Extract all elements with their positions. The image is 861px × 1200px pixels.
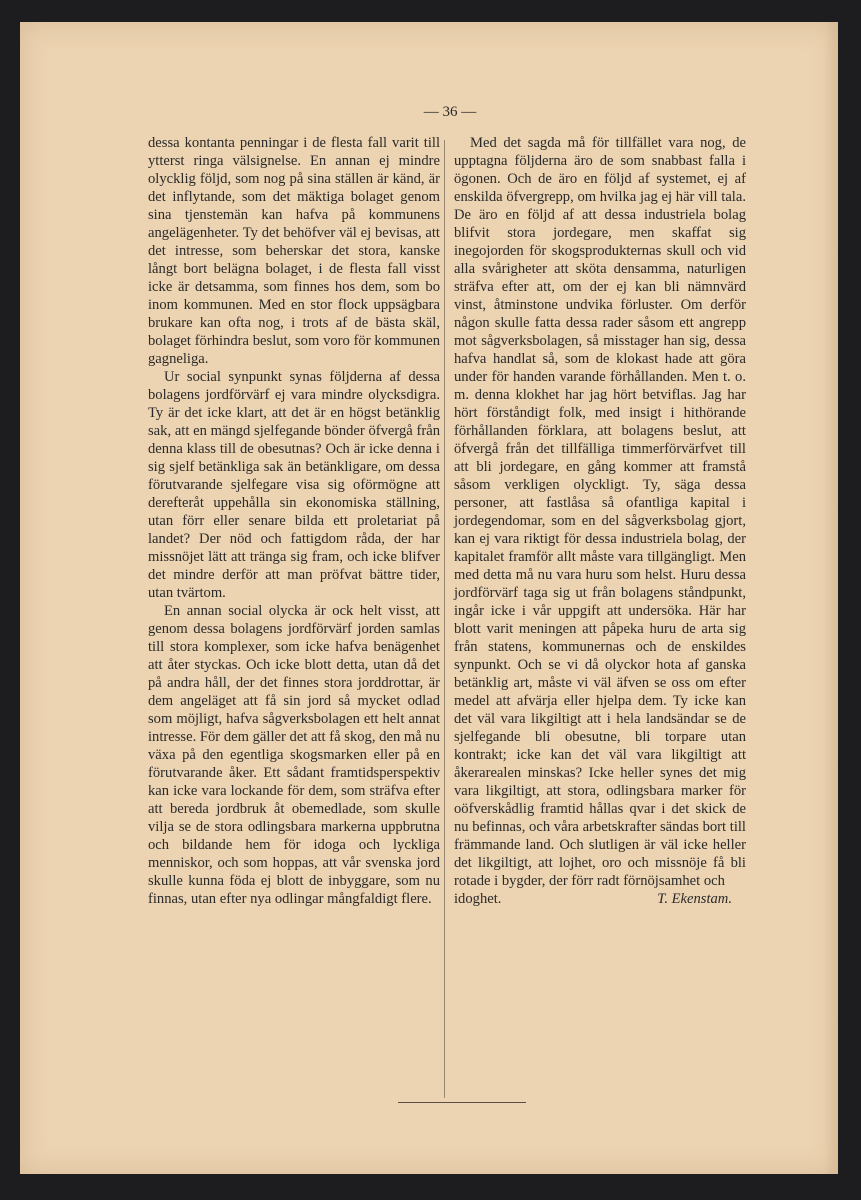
torn-page-edge	[824, 22, 838, 1174]
column-divider	[444, 140, 445, 1098]
paragraph: Ur social synpunkt synas följderna af dessa bolagens jordförvärf ej vara mindre olycksdigra. Ty är det icke klart, att det är en högst betänklig sak, att en mängd sjelfegande bönder öfvergå från denna klass till de obesutnas? Och är icke denna i sig sjelf betänkliga sak än betänkligare, om dessa förutvarande sjelfegare visa sig oförmögne att derefteråt uppehålla sin ekonomiska ställning, utan förr eller senare bilda ett proletariat på landet? Der nöd och fattigdom råda, der har missnöjet lätt att tränga sig fram, och icke blifver det mindre derför att man pröfvat bättre tider, utan tvärtom.	[148, 369, 440, 601]
author-signature: T. Ekenstam.	[657, 891, 732, 907]
right-text-column	[454, 134, 746, 908]
paragraph: dessa kontanta penningar i de flesta fall varit till ytterst ringa välsignelse. En annan ej mindre olycklig följd, som nog på sina ställen är känd, är det inflytande, som det mäktiga bolaget genom sina tjenstemän kan hafva på kommunens angelägenheter. Ty det behöfver väl ej bevisas, att det intresse, som beherskar det stora, kanske långt bort belägna bolaget, i de flesta fall visst icke är detsamma, som finnes hos dem, som bo inom kommunen. Med en stor flock uppsägbara brukare kan ofta nog, i trots af de bästa skäl, bolaget förhindra beslut, som voro för kommunen gagneliga.	[148, 135, 440, 367]
left-text-column	[148, 134, 440, 908]
closing-word: idoghet.	[454, 891, 502, 907]
paragraph: En annan social olycka är ock helt visst, att genom dessa bolagens jordförvärf jorden samlas till stora komplexer, som icke hafva benägenhet att åter styckas. Och icke blott detta, utan då det på andra håll, der det finnes stora jorddrottar, är dem angeläget att få sin jord så mycket odlad som möjligt, hafva sågverksbolagen ett helt annat intresse. För dem gäller det att få skog, den må nu växa på den egentliga skogsmarken eller på en förutvarande åker. Ett sådant framtidsperspektiv kan icke vara lockande för dem, som sträfva efter att bereda jordbruk åt obemedlade, som skulle vilja se de stora odlingsbara markerna uppbrutna och bildande hem för idoga och lyckliga menniskor, och som hoppas, att vår svenska jord skulle kunna föda ej blott de inbyggare, som nu finnas, utan efter nya odlingar mångfaldigt flere.	[148, 603, 440, 907]
page-number: — 36 —	[423, 104, 477, 120]
end-of-article-rule	[398, 1102, 526, 1103]
article-signoff	[454, 890, 746, 908]
paragraph: Med det sagda må för tillfället vara nog, de upptagna följderna äro de som snabbast falla i ögonen. Och de äro en följd af systemet, ej af enskilda öfvergrepp, om hvilka jag ej här vill tala. De äro en följd af att dessa industriela bolag blifvit stora jordegare, men skaffat sig inegojorden för skogsprodukternas skull och vid alla svårigheter att sköta densamma, naturligen sträfva efter att, om der ej kan bli nämnvärd vinst, åtminstone undvika förluster. Om derför någon skulle fatta dessa rader såsom ett angrepp mot sågverksbolagen, så misstager han sig, dessa hafva handlat så, som de klokast hade att göra under för handen varande förhållanden. Men t. o. m. denna klokhet har jag hört betviflas. Jag har hört förståndigt folk, med insigt i hithörande förhållanden förklara, att bolagens beslut, att öfvergå från det tillfälliga timmerförvärfvet till att bli jordegare, en gång kommer att framstå såsom verkligen olyckligt. Ty, säga dessa personer, att fastlåsa så ofantliga kapital i jordegendomar, som en del sågverksbolag gjort, kan ej vara riktigt för dessa industriela bolag, der kapitalet framför allt måste vara tillgängligt. Men med detta må nu vara huru som helst. Huru dessa jordförvärf taga sig ut från bolagens ståndpunkt, ingår icke i vår uppgift att undersöka. Här har blott varit meningen att påpeka huru de arta sig från statens, kommunernas och de enskildes synpunkt. Och se vi då olyckor hota af ganska betänklig art, måste vi väl äfven se oss om efter medel att afvärja eller hjelpa dem. Ty icke kan det väl vara likgiltigt att i hela landsändar se de sjelfegande bli obesutne, bli torpare utan kontrakt; icke kan det väl vara likgiltigt att åkerarealen minskas? Icke heller synes det mig vara likgiltigt, att stora, odlingsbara marker för oöfverskådlig framtid hållas qvar i det skick de nu befinnas, och våra arbetskrafter sändas bort till främmande land. Och slutligen är väl icke heller det likgiltigt, att lojhet, oro och missnöje få bli rotade i bygder, der förr radt förnöjsamhet och	[454, 135, 746, 889]
newspaper-page	[20, 22, 838, 1174]
